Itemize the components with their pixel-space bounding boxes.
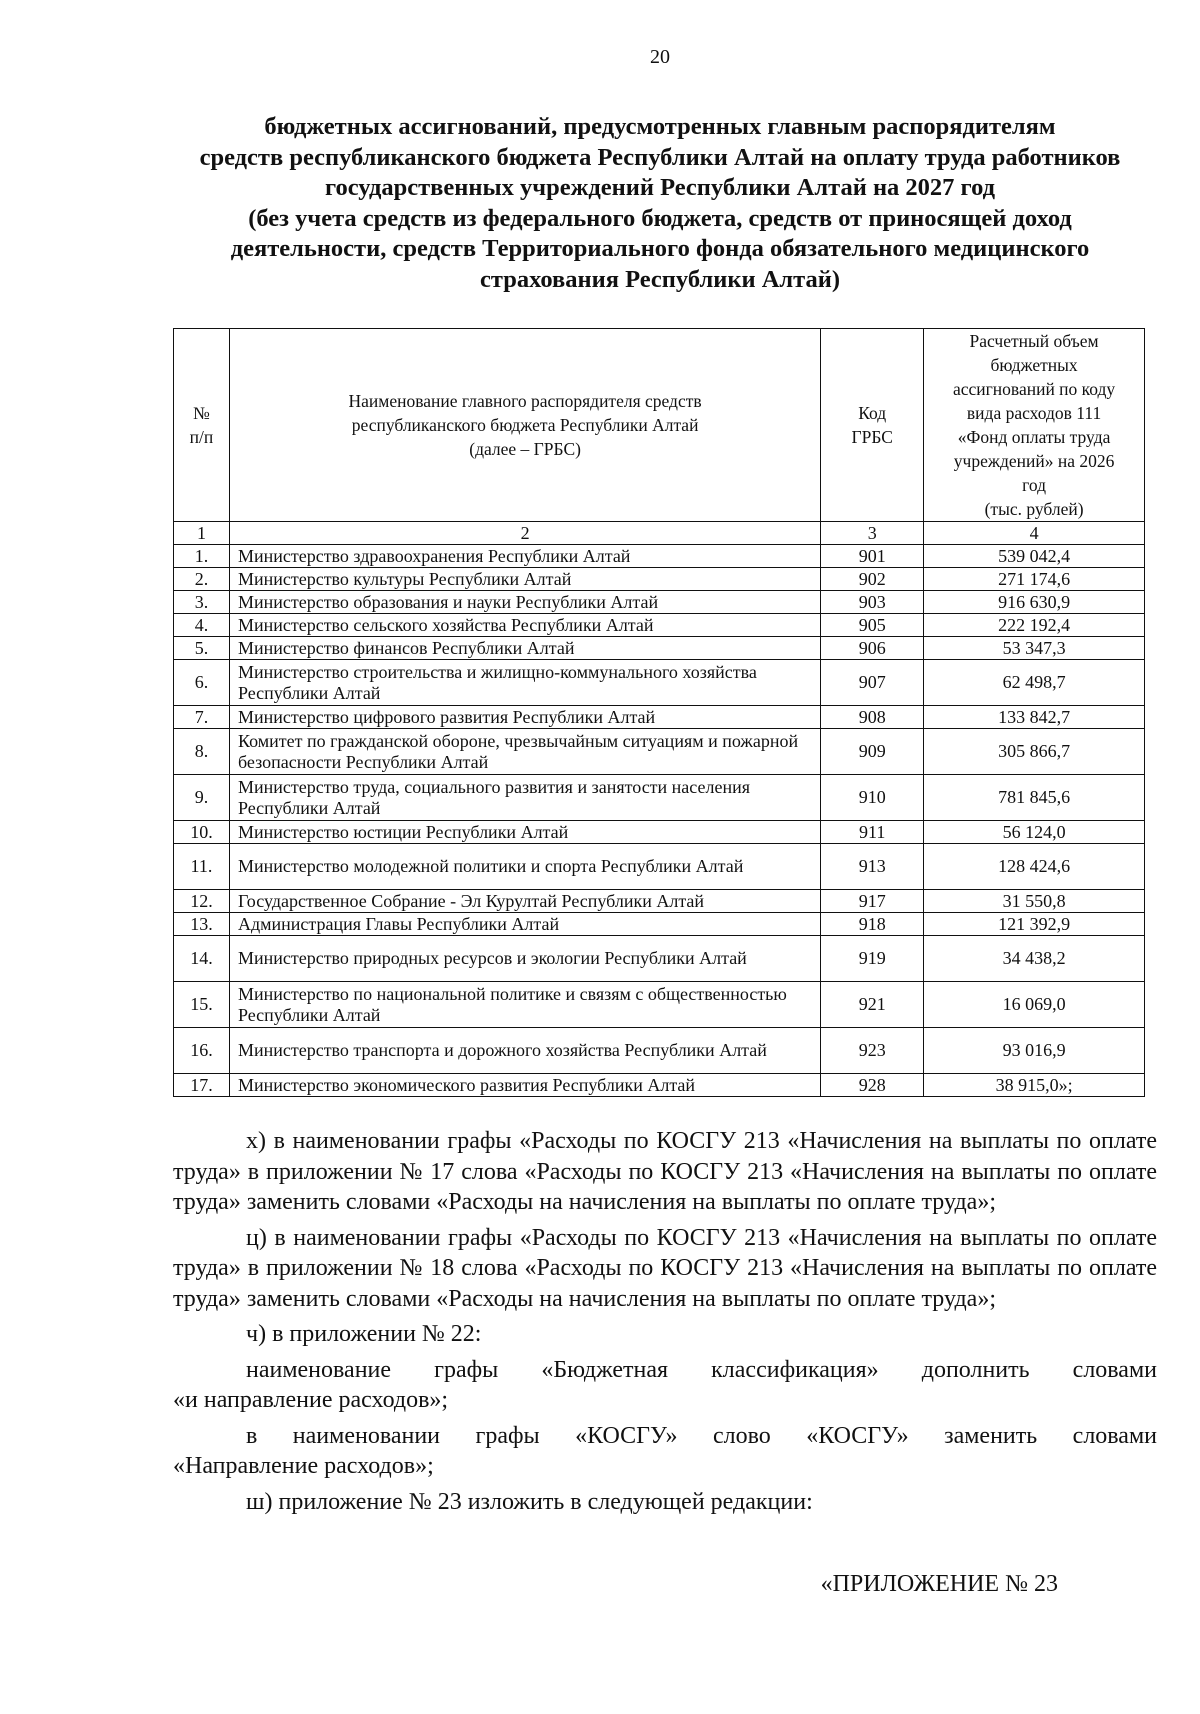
paragraph-sh: ш) приложение № 23 изложить в следующей редакции:: [246, 1488, 813, 1515]
row-code: 906: [821, 637, 924, 660]
row-code: 901: [821, 545, 924, 568]
row-amount: 62 498,7: [924, 660, 1145, 706]
row-number: 5.: [174, 637, 230, 660]
row-amount: 128 424,6: [924, 844, 1145, 890]
table-row: [174, 591, 1145, 614]
row-number: 3.: [174, 591, 230, 614]
row-amount: 539 042,4: [924, 545, 1145, 568]
appendix-title: «ПРИЛОЖЕНИЕ № 23: [820, 1571, 1058, 1597]
row-name: Министерство экономического развития Республики Алтай: [229, 1074, 820, 1097]
page-number: 20: [650, 46, 670, 68]
row-number: 7.: [174, 706, 230, 729]
row-number: 15.: [174, 982, 230, 1028]
table-row: [174, 545, 1145, 568]
row-number: 10.: [174, 821, 230, 844]
row-name: Министерство образования и науки Республики Алтай: [229, 591, 820, 614]
row-name: Министерство культуры Республики Алтай: [229, 568, 820, 591]
row-code: 910: [821, 775, 924, 821]
table-row: [174, 844, 1145, 890]
header-amount: Расчетный объем бюджетных ассигнований по коду вида расходов 111 «Фонд оплаты труда учреждений» на 2026 год (тыс. рублей): [924, 329, 1145, 522]
body-text: [173, 1126, 1157, 1517]
row-code: 923: [821, 1028, 924, 1074]
table-header-row: [174, 329, 1145, 522]
heading-line: средств республиканского бюджета Республики Алтай на оплату труда работников: [199, 143, 1121, 171]
header-name: Наименование главного распорядителя средств республиканского бюджета Республики Алтай (далее – ГРБС): [229, 329, 820, 522]
row-code: 905: [821, 614, 924, 637]
row-number: 11.: [174, 844, 230, 890]
table-row: [174, 614, 1145, 637]
row-name: Комитет по гражданской обороне, чрезвычайным ситуациям и пожарной безопасности Республики Алтай: [229, 729, 820, 775]
row-name: Министерство финансов Республики Алтай: [229, 637, 820, 660]
column-number: 2: [229, 522, 820, 545]
row-name: Министерство сельского хозяйства Республики Алтай: [229, 614, 820, 637]
row-amount: 56 124,0: [924, 821, 1145, 844]
heading-line: (без учета средств из федерального бюджета, средств от приносящей доход: [248, 204, 1072, 232]
table-row: [174, 1074, 1145, 1097]
column-number-row: [174, 522, 1145, 545]
table-row: [174, 729, 1145, 775]
row-amount: 222 192,4: [924, 614, 1145, 637]
row-amount: 16 069,0: [924, 982, 1145, 1028]
paragraph-in-b: «Направление расходов»;: [173, 1453, 434, 1479]
table-row: [174, 890, 1145, 913]
heading-line: деятельности, средств Территориального фонда обязательного медицинского: [230, 235, 1090, 262]
row-code: 908: [821, 706, 924, 729]
column-number: 3: [821, 522, 924, 545]
row-code: 917: [821, 890, 924, 913]
table-row: [174, 660, 1145, 706]
row-code: 903: [821, 591, 924, 614]
row-code: 911: [821, 821, 924, 844]
row-amount: 121 392,9: [924, 913, 1145, 936]
table-row: [174, 706, 1145, 729]
row-code: 918: [821, 913, 924, 936]
row-number: 17.: [174, 1074, 230, 1097]
table-row: [174, 637, 1145, 660]
table-row: [174, 936, 1145, 982]
column-number: 4: [924, 522, 1145, 545]
row-amount: 38 915,0»;: [924, 1074, 1145, 1097]
row-amount: 53 347,3: [924, 637, 1145, 660]
paragraph-in-a: в наименовании графы «КОСГУ» слово «КОСГУ» заменить словами: [246, 1422, 1157, 1449]
row-code: 902: [821, 568, 924, 591]
row-name: Администрация Главы Республики Алтай: [229, 913, 820, 936]
header-num: № п/п: [174, 329, 230, 522]
row-number: 6.: [174, 660, 230, 706]
row-number: 8.: [174, 729, 230, 775]
heading-line: бюджетных ассигнований, предусмотренных главным распорядителям: [264, 113, 1056, 140]
row-amount: 133 842,7: [924, 706, 1145, 729]
row-code: 919: [821, 936, 924, 982]
row-amount: 781 845,6: [924, 775, 1145, 821]
row-number: 4.: [174, 614, 230, 637]
row-name: Министерство молодежной политики и спорта Республики Алтай: [229, 844, 820, 890]
row-code: 909: [821, 729, 924, 775]
row-amount: 916 630,9: [924, 591, 1145, 614]
header-code: Код ГРБС: [821, 329, 924, 522]
row-number: 9.: [174, 775, 230, 821]
row-name: Министерство здравоохранения Республики Алтай: [229, 545, 820, 568]
row-number: 13.: [174, 913, 230, 936]
paragraph-ch: ч) в приложении № 22:: [246, 1321, 482, 1347]
heading-line: государственных учреждений Республики Алтай на 2027 год: [324, 174, 996, 201]
row-number: 1.: [174, 545, 230, 568]
paragraph-ts: ц) в наименовании графы «Расходы по КОСГУ 213 «Начисления на выплаты по оплате труда» в приложении № 18 слова «Расходы по КОСГУ 213 «Начисления на выплаты по оплате труда» заменить словами «Расходы на начисления на выплаты по оплате труда»;: [173, 1224, 1157, 1312]
row-number: 16.: [174, 1028, 230, 1074]
row-number: 14.: [174, 936, 230, 982]
row-name: Министерство труда, социального развития и занятости населения Республики Алтай: [229, 775, 820, 821]
paragraph-name-a: наименование графы «Бюджетная классификация» дополнить словами: [246, 1356, 1157, 1383]
row-name: Министерство по национальной политике и связям с общественностью Республики Алтай: [229, 982, 820, 1028]
row-name: Государственное Собрание - Эл Курултай Республики Алтай: [229, 890, 820, 913]
table-row: [174, 775, 1145, 821]
document-heading: [150, 112, 1170, 295]
row-code: 913: [821, 844, 924, 890]
row-amount: 34 438,2: [924, 936, 1145, 982]
table-row: [174, 568, 1145, 591]
row-amount: 93 016,9: [924, 1028, 1145, 1074]
row-code: 921: [821, 982, 924, 1028]
column-number: 1: [174, 522, 230, 545]
row-name: Министерство транспорта и дорожного хозяйства Республики Алтай: [229, 1028, 820, 1074]
row-number: 12.: [174, 890, 230, 913]
paragraph-name-b: «и направление расходов»;: [173, 1387, 449, 1413]
row-name: Министерство цифрового развития Республики Алтай: [229, 706, 820, 729]
row-amount: 271 174,6: [924, 568, 1145, 591]
row-code: 907: [821, 660, 924, 706]
row-amount: 305 866,7: [924, 729, 1145, 775]
table-row: [174, 913, 1145, 936]
row-name: Министерство строительства и жилищно-коммунального хозяйства Республики Алтай: [229, 660, 820, 706]
budget-table: [173, 328, 1145, 1097]
table-row: [174, 1028, 1145, 1074]
row-amount: 31 550,8: [924, 890, 1145, 913]
table-row: [174, 821, 1145, 844]
row-number: 2.: [174, 568, 230, 591]
table-row: [174, 982, 1145, 1028]
paragraph-x: х) в наименовании графы «Расходы по КОСГУ 213 «Начисления на выплаты по оплате труда» в приложении № 17 слова «Расходы по КОСГУ 213 «Начисления на выплаты по оплате труда» заменить словами «Расходы на начисления на выплаты по оплате труда»;: [173, 1128, 1157, 1215]
row-name: Министерство юстиции Республики Алтай: [229, 821, 820, 844]
row-code: 928: [821, 1074, 924, 1097]
row-name: Министерство природных ресурсов и экологии Республики Алтай: [229, 936, 820, 982]
heading-line: страхования Республики Алтай): [479, 265, 841, 293]
